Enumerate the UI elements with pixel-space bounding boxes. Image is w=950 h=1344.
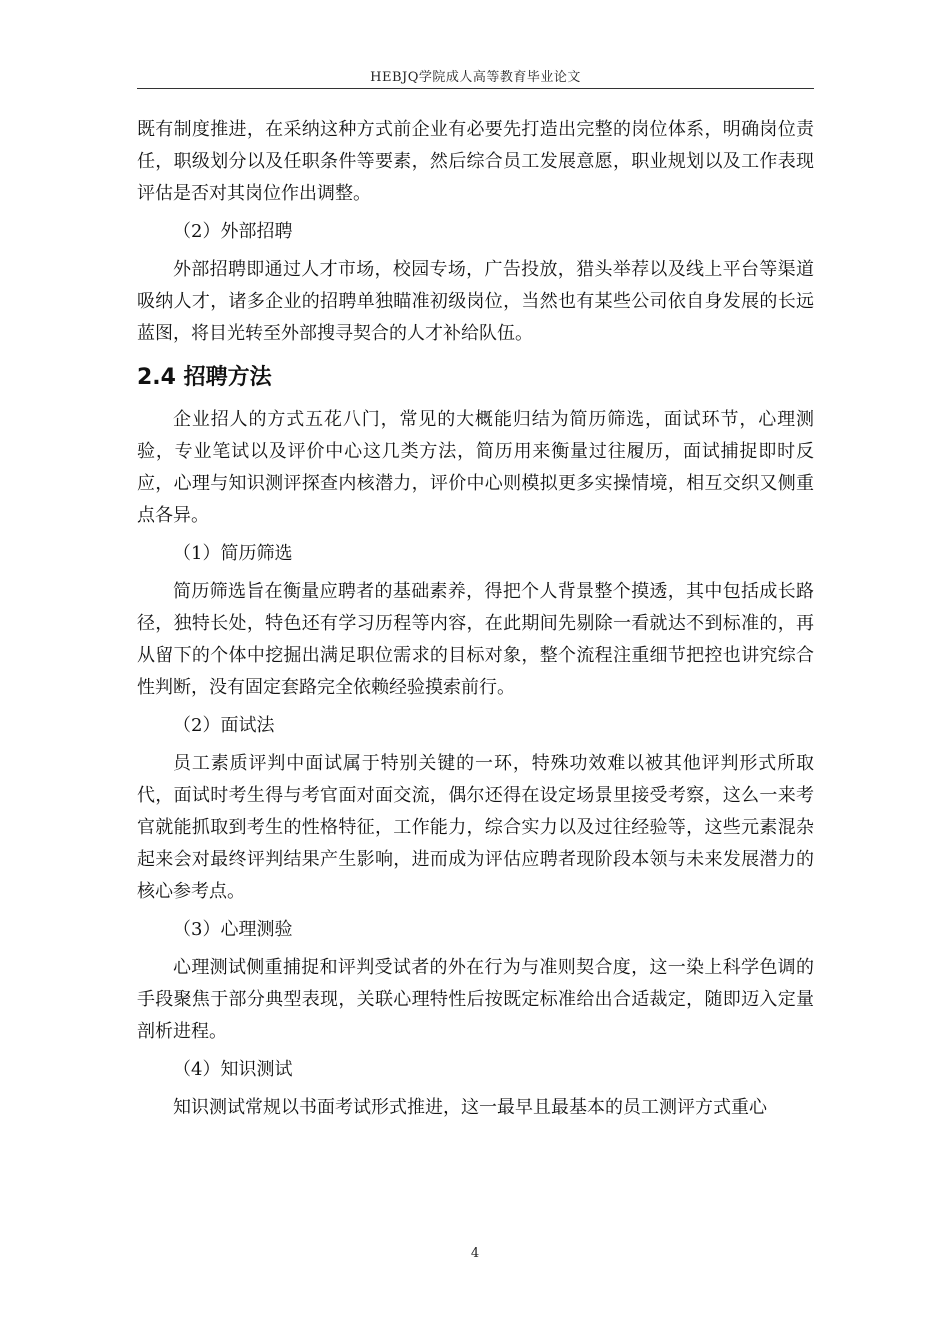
paragraph-resume-screening: 简历筛选旨在衡量应聘者的基础素养，得把个人背景整个摸透，其中包括成长路径，独特长处，特色还有学习历程等内容，在此期间先剔除一看就达不到标准的，再从留下的个体中挖掘出满足职位需求的目标对象，整个流程注重细节把控也讲究综合性判断，没有固定套路完全依赖经验摸索前行。 bbox=[137, 581, 814, 698]
paragraph-knowledge-test: 知识测试常规以书面考试形式推进，这一最早且最基本的员工测评方式重心 bbox=[173, 1097, 767, 1118]
subheading-resume-screening: （1）简历筛选 bbox=[173, 543, 293, 564]
page-header: HEBJQ学院成人高等教育毕业论文 bbox=[370, 70, 581, 85]
subheading-knowledge-test: （4）知识测试 bbox=[173, 1059, 293, 1080]
paragraph-continuation: 既有制度推进，在采纳这种方式前企业有必要先打造出完整的岗位体系，明确岗位责任，职级划分以及任职条件等要素，然后综合员工发展意愿，职业规划以及工作表现评估是否对其岗位作出调整。 bbox=[137, 119, 814, 204]
page-number: 4 bbox=[470, 1246, 480, 1261]
subheading-interview: （2）面试法 bbox=[173, 715, 275, 736]
paragraph-interview: 员工素质评判中面试属于特别关键的一环，特殊功效难以被其他评判形式所取代，面试时考生得与考官面对面交流，偶尔还得在设定场景里接受考察，这么一来考官就能抓取到考生的性格特征，工作能力，综合实力以及过往经验等，这些元素混杂起来会对最终评判结果产生影响，进而成为评估应聘者现阶段本领与未来发展潜力的核心参考点。 bbox=[137, 753, 814, 902]
header-divider bbox=[137, 88, 814, 89]
document-body bbox=[137, 114, 814, 1124]
subheading-psychological-test: （3）心理测验 bbox=[173, 919, 293, 940]
paragraph-external-recruitment: 外部招聘即通过人才市场，校园专场，广告投放，猎头举荐以及线上平台等渠道吸纳人才，诸多企业的招聘单独瞄准初级岗位，当然也有某些公司依自身发展的长远蓝图，将目光转至外部搜寻契合的人才补给队伍。 bbox=[137, 259, 814, 344]
section-heading-recruitment-methods: 2.4 招聘方法 bbox=[137, 365, 272, 390]
paragraph-psychological-test: 心理测试侧重捕捉和评判受试者的外在行为与准则契合度，这一染上科学色调的手段聚焦于部分典型表现，关联心理特性后按既定标准给出合适裁定，随即迈入定量剖析进程。 bbox=[137, 957, 814, 1042]
subheading-external-recruitment: （2）外部招聘 bbox=[173, 221, 293, 242]
paragraph-methods-overview: 企业招人的方式五花八门，常见的大概能归结为简历筛选，面试环节，心理测验，专业笔试以及评价中心这几类方法，简历用来衡量过往履历，面试捕捉即时反应，心理与知识测评探查内核潜力，评价中心则模拟更多实操情境，相互交织又侧重点各异。 bbox=[137, 409, 814, 526]
